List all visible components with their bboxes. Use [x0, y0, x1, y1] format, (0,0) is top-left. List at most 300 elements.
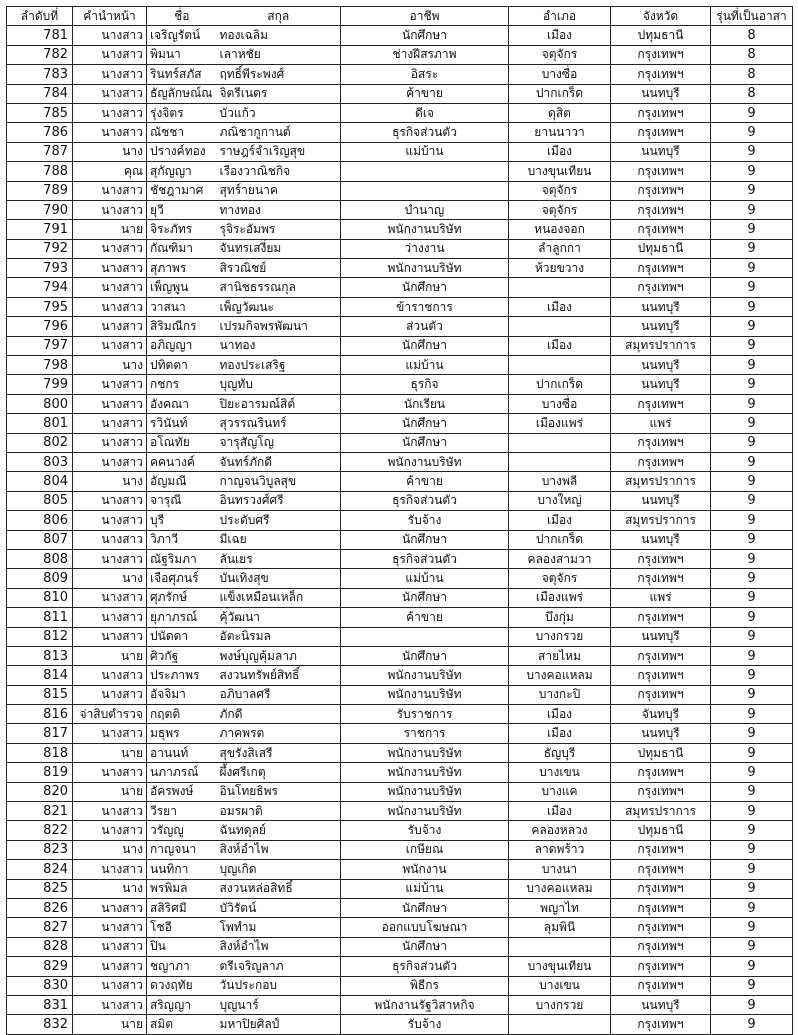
table-body — [7, 26, 793, 1034]
cell-province: กรุงเทพฯ — [611, 898, 711, 917]
cell-occupation: ธุรกิจส่วนตัว — [341, 491, 509, 510]
cell-first-name: ศิวกัฐ — [147, 646, 217, 665]
cell-first-name: ปทิตตา — [147, 356, 217, 375]
cell-province: กรุงเทพฯ — [611, 879, 711, 898]
cell-no: 811 — [7, 608, 73, 627]
cell-prefix: จ่าสิบตำรวจ — [73, 705, 147, 724]
cell-province: กรุงเทพฯ — [611, 666, 711, 685]
cell-occupation: พนักงานบริษัท — [341, 763, 509, 782]
cell-occupation: พนักงานบริษัท — [341, 802, 509, 821]
cell-last-name: มหาปิยศิลป์ — [217, 1015, 341, 1034]
cell-last-name: ทองเฉลิม — [217, 26, 341, 45]
cell-amphoe: ปากเกร็ด — [509, 84, 611, 103]
cell-occupation: แม่บ้าน — [341, 569, 509, 588]
cell-no: 785 — [7, 103, 73, 122]
cell-province: นนทบุรี — [611, 724, 711, 743]
cell-prefix: นางสาว — [73, 259, 147, 278]
cell-amphoe: บึงกุ่ม — [509, 608, 611, 627]
cell-last-name: บุญเกิด — [217, 860, 341, 879]
cell-generation: 9 — [711, 918, 793, 937]
table-row — [7, 743, 793, 762]
cell-generation: 9 — [711, 782, 793, 801]
cell-prefix: นางสาว — [73, 239, 147, 258]
table-row — [7, 103, 793, 122]
cell-amphoe: เมือง — [509, 705, 611, 724]
table-row — [7, 472, 793, 491]
table-row — [7, 549, 793, 568]
cell-generation: 9 — [711, 220, 793, 239]
cell-occupation: ว่างงาน — [341, 239, 509, 258]
cell-first-name: จารุณี — [147, 491, 217, 510]
cell-prefix: นาง — [73, 356, 147, 375]
cell-prefix: นางสาว — [73, 394, 147, 413]
cell-generation: 9 — [711, 685, 793, 704]
header-row — [7, 7, 793, 26]
cell-first-name: สสิริศมี — [147, 898, 217, 917]
cell-amphoe: สายไหม — [509, 646, 611, 665]
cell-last-name: ราษฎร์จำเริญสุข — [217, 142, 341, 161]
cell-occupation: ธุรกิจส่วนตัว — [341, 957, 509, 976]
cell-generation: 9 — [711, 511, 793, 530]
cell-province: กรุงเทพฯ — [611, 608, 711, 627]
table-row — [7, 821, 793, 840]
cell-generation: 8 — [711, 26, 793, 45]
cell-occupation: พนักงานรัฐวิสาหกิจ — [341, 995, 509, 1014]
cell-occupation: ช่างฝีสรภาพ — [341, 45, 509, 64]
cell-occupation — [341, 162, 509, 181]
cell-last-name: สุวรรณรินทร์ — [217, 414, 341, 433]
cell-generation: 9 — [711, 142, 793, 161]
cell-no: 806 — [7, 511, 73, 530]
cell-amphoe: คลองหลวง — [509, 821, 611, 840]
cell-occupation: ค้าขาย — [341, 608, 509, 627]
cell-generation: 9 — [711, 103, 793, 122]
cell-amphoe: ลุมพินี — [509, 918, 611, 937]
cell-no: 814 — [7, 666, 73, 685]
cell-amphoe: จตุจักร — [509, 200, 611, 219]
cell-amphoe: บางเขน — [509, 976, 611, 995]
cell-occupation: นักศึกษา — [341, 336, 509, 355]
cell-generation: 9 — [711, 743, 793, 762]
cell-no: 808 — [7, 549, 73, 568]
cell-no: 827 — [7, 918, 73, 937]
cell-amphoe: บางใหญ่ — [509, 491, 611, 510]
cell-prefix: นางสาว — [73, 860, 147, 879]
volunteer-list-sheet — [6, 6, 792, 1035]
cell-prefix: นาย — [73, 1015, 147, 1034]
cell-amphoe: จตุจักร — [509, 569, 611, 588]
cell-last-name: เรืองวาณิชกิจ — [217, 162, 341, 181]
cell-last-name: มีเฉย — [217, 530, 341, 549]
table-row — [7, 666, 793, 685]
cell-first-name: วีรยา — [147, 802, 217, 821]
cell-prefix: นางสาว — [73, 763, 147, 782]
cell-first-name: ณัชชา — [147, 123, 217, 142]
cell-no: 809 — [7, 569, 73, 588]
cell-generation: 9 — [711, 666, 793, 685]
cell-last-name: บัวแก้ว — [217, 103, 341, 122]
cell-generation: 9 — [711, 840, 793, 859]
cell-province: ปทุมธานี — [611, 26, 711, 45]
cell-prefix: นาง — [73, 569, 147, 588]
cell-prefix: นางสาว — [73, 45, 147, 64]
cell-amphoe: บางกรวย — [509, 995, 611, 1014]
cell-no: 788 — [7, 162, 73, 181]
table-row — [7, 336, 793, 355]
cell-last-name: พงษ์บุญคุ้มลาภ — [217, 646, 341, 665]
cell-province: นนทบุรี — [611, 356, 711, 375]
cell-generation: 9 — [711, 549, 793, 568]
cell-province: ปทุมธานี — [611, 743, 711, 762]
cell-amphoe — [509, 937, 611, 956]
table-row — [7, 142, 793, 161]
cell-occupation: พนักงานบริษัท — [341, 782, 509, 801]
cell-last-name: อินทรวงศ์ศรี — [217, 491, 341, 510]
cell-prefix: นางสาว — [73, 530, 147, 549]
table-row — [7, 123, 793, 142]
cell-generation: 9 — [711, 627, 793, 646]
cell-prefix: นางสาว — [73, 608, 147, 627]
cell-generation: 8 — [711, 45, 793, 64]
cell-prefix: นาย — [73, 646, 147, 665]
cell-occupation — [341, 181, 509, 200]
cell-last-name: บัวิรัตน์ — [217, 898, 341, 917]
cell-province: สมุทรปราการ — [611, 511, 711, 530]
cell-generation: 9 — [711, 123, 793, 142]
cell-first-name: กฤตติ — [147, 705, 217, 724]
cell-prefix: นางสาว — [73, 666, 147, 685]
cell-province: กรุงเทพฯ — [611, 918, 711, 937]
cell-first-name: ปนัดดา — [147, 627, 217, 646]
cell-no: 818 — [7, 743, 73, 762]
cell-amphoe: บางพลี — [509, 472, 611, 491]
cell-province: กรุงเทพฯ — [611, 220, 711, 239]
cell-province: ปทุมธานี — [611, 821, 711, 840]
table-row — [7, 278, 793, 297]
cell-generation: 9 — [711, 317, 793, 336]
cell-last-name: สานิชธรรณกุล — [217, 278, 341, 297]
cell-first-name: เจือศุภนร์ — [147, 569, 217, 588]
cell-no: 792 — [7, 239, 73, 258]
cell-prefix: นางสาว — [73, 511, 147, 530]
cell-occupation: ธุรกิจ — [341, 375, 509, 394]
table-row — [7, 957, 793, 976]
cell-last-name: ทางทอง — [217, 200, 341, 219]
cell-prefix: นางสาว — [73, 84, 147, 103]
cell-no: 830 — [7, 976, 73, 995]
cell-last-name: อินโทยธิพร — [217, 782, 341, 801]
cell-province: นนทบุรี — [611, 142, 711, 161]
cell-amphoe: พญาไท — [509, 898, 611, 917]
cell-last-name: เลาหชัย — [217, 45, 341, 64]
cell-prefix: นางสาว — [73, 802, 147, 821]
cell-occupation: บำนาญ — [341, 200, 509, 219]
cell-last-name: อัตะนิรมล — [217, 627, 341, 646]
cell-province: แพร่ — [611, 588, 711, 607]
cell-last-name: ทองประเสริฐ — [217, 356, 341, 375]
cell-province: จันทบุรี — [611, 705, 711, 724]
cell-occupation: พิธีกร — [341, 976, 509, 995]
cell-last-name: แข็งเหมือนเหล็ก — [217, 588, 341, 607]
cell-occupation: พนักงานบริษัท — [341, 666, 509, 685]
cell-no: 805 — [7, 491, 73, 510]
cell-generation: 9 — [711, 278, 793, 297]
cell-amphoe: เมือง — [509, 724, 611, 743]
cell-last-name: คุ้วัฒนา — [217, 608, 341, 627]
table-row — [7, 724, 793, 743]
table-row — [7, 394, 793, 413]
cell-no: 803 — [7, 452, 73, 471]
cell-prefix: นางสาว — [73, 65, 147, 84]
cell-prefix: นางสาว — [73, 937, 147, 956]
cell-no: 831 — [7, 995, 73, 1014]
header-occupation: อาชีพ — [341, 7, 509, 26]
cell-no: 790 — [7, 200, 73, 219]
table-row — [7, 239, 793, 258]
cell-prefix: นางสาว — [73, 375, 147, 394]
cell-occupation: รับจ้าง — [341, 1015, 509, 1034]
cell-amphoe: บางคอแหลม — [509, 879, 611, 898]
table-row — [7, 802, 793, 821]
cell-province: กรุงเทพฯ — [611, 685, 711, 704]
cell-amphoe: เมืองแพร่ — [509, 414, 611, 433]
cell-prefix: นางสาว — [73, 588, 147, 607]
cell-no: 804 — [7, 472, 73, 491]
cell-amphoe: ลาดพร้าว — [509, 840, 611, 859]
cell-amphoe — [509, 433, 611, 452]
table-row — [7, 200, 793, 219]
cell-first-name: พรพิมล — [147, 879, 217, 898]
cell-first-name: กาญจนา — [147, 840, 217, 859]
cell-no: 793 — [7, 259, 73, 278]
cell-province: กรุงเทพฯ — [611, 782, 711, 801]
cell-prefix: นางสาว — [73, 976, 147, 995]
cell-prefix: คุณ — [73, 162, 147, 181]
cell-no: 783 — [7, 65, 73, 84]
cell-first-name: กชกร — [147, 375, 217, 394]
cell-no: 782 — [7, 45, 73, 64]
cell-amphoe: บางคอแหลม — [509, 666, 611, 685]
cell-generation: 9 — [711, 763, 793, 782]
cell-no: 821 — [7, 802, 73, 821]
table-row — [7, 511, 793, 530]
cell-occupation: นักศึกษา — [341, 414, 509, 433]
cell-prefix: นางสาว — [73, 200, 147, 219]
cell-occupation: พนักงานบริษัท — [341, 220, 509, 239]
header-province: จังหวัด — [611, 7, 711, 26]
cell-first-name: สุภาพร — [147, 259, 217, 278]
table-row — [7, 918, 793, 937]
cell-generation: 9 — [711, 705, 793, 724]
cell-generation: 9 — [711, 879, 793, 898]
cell-province: กรุงเทพฯ — [611, 278, 711, 297]
table-row — [7, 530, 793, 549]
cell-amphoe: คลองสามวา — [509, 549, 611, 568]
cell-province: กรุงเทพฯ — [611, 860, 711, 879]
header-last-name: สกุล — [217, 7, 341, 26]
cell-generation: 8 — [711, 84, 793, 103]
cell-amphoe: บางขุนเทียน — [509, 957, 611, 976]
cell-last-name: ฤทธิ์พีระพงศ์ — [217, 65, 341, 84]
cell-amphoe: เมืองแพร่ — [509, 588, 611, 607]
cell-prefix: นาย — [73, 743, 147, 762]
cell-first-name: ปิน — [147, 937, 217, 956]
table-row — [7, 375, 793, 394]
cell-no: 817 — [7, 724, 73, 743]
cell-generation: 9 — [711, 821, 793, 840]
header-first-name: ชื่อ — [147, 7, 217, 26]
table-row — [7, 162, 793, 181]
cell-province: กรุงเทพฯ — [611, 976, 711, 995]
cell-prefix: นางสาว — [73, 278, 147, 297]
cell-amphoe: ดุสิต — [509, 103, 611, 122]
cell-occupation: อิสระ — [341, 65, 509, 84]
table-row — [7, 1015, 793, 1034]
cell-prefix: นางสาว — [73, 724, 147, 743]
cell-province: นนทบุรี — [611, 627, 711, 646]
cell-occupation: นักศึกษา — [341, 898, 509, 917]
cell-last-name: สิงห์อำไพ — [217, 840, 341, 859]
cell-amphoe: บางกะปิ — [509, 685, 611, 704]
volunteer-table — [6, 6, 793, 1035]
cell-last-name: ฉันทดุลย์ — [217, 821, 341, 840]
table-row — [7, 452, 793, 471]
cell-amphoe: บางซื่อ — [509, 394, 611, 413]
cell-generation: 9 — [711, 336, 793, 355]
cell-occupation: พนักงานบริษัท — [341, 685, 509, 704]
cell-province: กรุงเทพฯ — [611, 763, 711, 782]
cell-prefix: นางสาว — [73, 995, 147, 1014]
cell-first-name: นภาภรณ์ — [147, 763, 217, 782]
cell-province: นนทบุรี — [611, 530, 711, 549]
cell-amphoe — [509, 1015, 611, 1034]
cell-prefix: นางสาว — [73, 26, 147, 45]
cell-generation: 9 — [711, 394, 793, 413]
cell-prefix: นางสาว — [73, 685, 147, 704]
cell-first-name: รุ่งจิตร — [147, 103, 217, 122]
cell-no: 828 — [7, 937, 73, 956]
cell-province: กรุงเทพฯ — [611, 840, 711, 859]
cell-first-name: พิมนา — [147, 45, 217, 64]
cell-occupation: แม่บ้าน — [341, 356, 509, 375]
cell-amphoe: เมือง — [509, 511, 611, 530]
cell-no: 801 — [7, 414, 73, 433]
table-row — [7, 181, 793, 200]
cell-province: แพร่ — [611, 414, 711, 433]
cell-last-name: ประดับศรี — [217, 511, 341, 530]
cell-prefix: นาย — [73, 220, 147, 239]
cell-generation: 9 — [711, 162, 793, 181]
cell-province: กรุงเทพฯ — [611, 103, 711, 122]
cell-generation: 9 — [711, 297, 793, 316]
cell-generation: 9 — [711, 259, 793, 278]
cell-occupation: พนักงาน — [341, 860, 509, 879]
table-row — [7, 995, 793, 1014]
cell-prefix: นางสาว — [73, 414, 147, 433]
cell-occupation: นักศึกษา — [341, 588, 509, 607]
cell-no: 794 — [7, 278, 73, 297]
cell-prefix: นาย — [73, 782, 147, 801]
cell-last-name: สงวนหล่อสิทธิ์ — [217, 879, 341, 898]
cell-first-name: ศุภรักษ์ — [147, 588, 217, 607]
cell-province: กรุงเทพฯ — [611, 259, 711, 278]
cell-prefix: นางสาว — [73, 957, 147, 976]
cell-prefix: นาง — [73, 142, 147, 161]
cell-generation: 9 — [711, 569, 793, 588]
cell-prefix: นางสาว — [73, 123, 147, 142]
cell-last-name: ผึ้งศรีเกตุ — [217, 763, 341, 782]
cell-prefix: นาง — [73, 840, 147, 859]
cell-occupation: นักศึกษา — [341, 26, 509, 45]
cell-generation: 9 — [711, 200, 793, 219]
cell-generation: 9 — [711, 608, 793, 627]
table-row — [7, 898, 793, 917]
cell-occupation: ออกแบบโฆษณา — [341, 918, 509, 937]
cell-generation: 9 — [711, 898, 793, 917]
cell-last-name: บุญทับ — [217, 375, 341, 394]
cell-province: นนทบุรี — [611, 297, 711, 316]
table-row — [7, 879, 793, 898]
cell-prefix: นางสาว — [73, 491, 147, 510]
cell-generation: 9 — [711, 976, 793, 995]
cell-first-name: กัณฑิมา — [147, 239, 217, 258]
cell-no: 823 — [7, 840, 73, 859]
cell-first-name: อังคณา — [147, 394, 217, 413]
cell-last-name: วันประกอบ — [217, 976, 341, 995]
cell-no: 798 — [7, 356, 73, 375]
cell-no: 781 — [7, 26, 73, 45]
cell-province: นนทบุรี — [611, 317, 711, 336]
cell-first-name: อัญมณี — [147, 472, 217, 491]
cell-first-name: ธัญลักษณ์ณ — [147, 84, 217, 103]
cell-prefix: นางสาว — [73, 821, 147, 840]
cell-province: กรุงเทพฯ — [611, 65, 711, 84]
cell-generation: 9 — [711, 181, 793, 200]
table-row — [7, 65, 793, 84]
table-row — [7, 356, 793, 375]
cell-province: ปทุมธานี — [611, 239, 711, 258]
cell-generation: 9 — [711, 375, 793, 394]
table-row — [7, 26, 793, 45]
cell-prefix: นางสาว — [73, 452, 147, 471]
cell-no: 819 — [7, 763, 73, 782]
cell-first-name: รวินันท์ — [147, 414, 217, 433]
cell-occupation: รับจ้าง — [341, 821, 509, 840]
cell-no: 815 — [7, 685, 73, 704]
cell-province: กรุงเทพฯ — [611, 162, 711, 181]
header-no: ลำดับที่ — [7, 7, 73, 26]
cell-amphoe: เมือง — [509, 802, 611, 821]
cell-last-name: เพ็ญวัฒนะ — [217, 297, 341, 316]
cell-province: กรุงเทพฯ — [611, 452, 711, 471]
table-row — [7, 84, 793, 103]
cell-generation: 9 — [711, 433, 793, 452]
cell-occupation — [341, 627, 509, 646]
cell-occupation: พนักงานบริษัท — [341, 259, 509, 278]
cell-prefix: นางสาว — [73, 918, 147, 937]
cell-province: กรุงเทพฯ — [611, 394, 711, 413]
cell-province: กรุงเทพฯ — [611, 433, 711, 452]
cell-first-name: อภิญญา — [147, 336, 217, 355]
cell-amphoe — [509, 278, 611, 297]
cell-no: 816 — [7, 705, 73, 724]
cell-last-name: รุจิระอัมพร — [217, 220, 341, 239]
cell-occupation: รับราชการ — [341, 705, 509, 724]
cell-prefix: นางสาว — [73, 627, 147, 646]
table-row — [7, 840, 793, 859]
cell-last-name: ตรีเจริญลาภ — [217, 957, 341, 976]
cell-province: กรุงเทพฯ — [611, 1015, 711, 1034]
